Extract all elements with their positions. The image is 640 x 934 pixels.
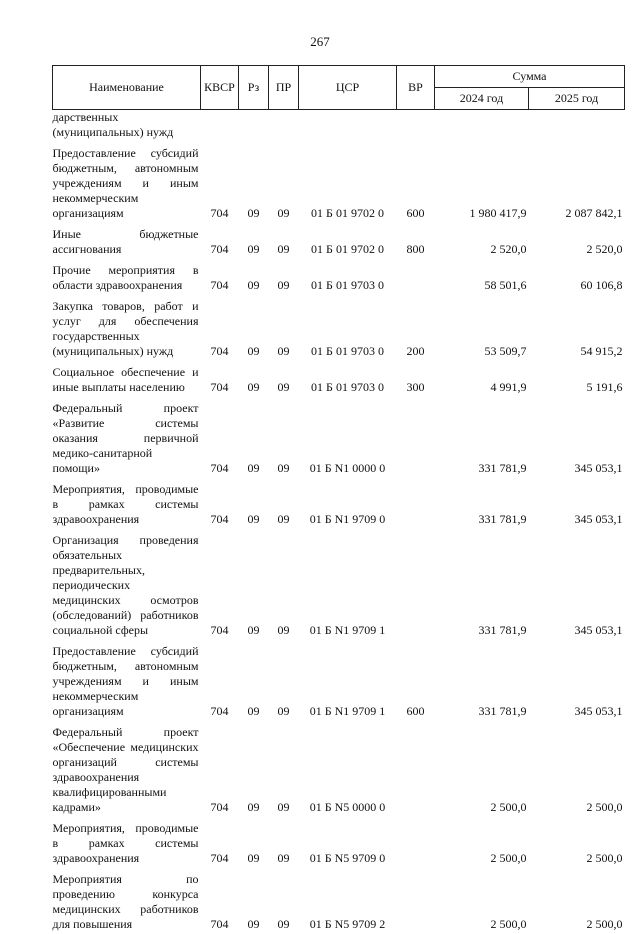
row-sum-2024	[435, 110, 529, 143]
row-vr: 300	[397, 361, 435, 397]
row-name: Прочие мероприятия в области здравоохранения	[53, 259, 201, 295]
row-rz: 09	[239, 259, 269, 295]
header-pr: ПР	[269, 66, 299, 110]
row-name: Мероприятия по проведению конкурса медицинских работников для повышения	[53, 868, 201, 934]
row-csr: 01 Б N5 9709 2	[299, 868, 397, 934]
row-sum-2024: 58 501,6	[435, 259, 529, 295]
row-sum-2024: 2 500,0	[435, 817, 529, 868]
row-csr: 01 Б 01 9703 0	[299, 361, 397, 397]
row-sum-2025: 2 500,0	[529, 868, 625, 934]
row-pr: 09	[269, 868, 299, 934]
row-sum-2024: 2 500,0	[435, 868, 529, 934]
row-pr: 09	[269, 142, 299, 223]
page-number: 267	[0, 34, 640, 50]
row-sum-2025: 345 053,1	[529, 529, 625, 640]
row-vr	[397, 529, 435, 640]
row-vr: 600	[397, 640, 435, 721]
row-csr: 01 Б N1 0000 0	[299, 397, 397, 478]
row-kvsr: 704	[201, 259, 239, 295]
header-vr: ВР	[397, 66, 435, 110]
row-pr: 09	[269, 259, 299, 295]
row-name: Мероприятия, проводимые в рамках системы здравоохранения	[53, 478, 201, 529]
row-rz: 09	[239, 142, 269, 223]
row-vr: 600	[397, 142, 435, 223]
row-sum-2024: 1 980 417,9	[435, 142, 529, 223]
header-year-2024: 2024 год	[435, 88, 529, 110]
row-name: Закупка товаров, работ и услуг для обеспечения государственных (муниципальных) нужд	[53, 295, 201, 361]
row-csr: 01 Б 01 9702 0	[299, 142, 397, 223]
table-header	[53, 66, 625, 110]
table-row	[53, 223, 625, 259]
row-sum-2025: 345 053,1	[529, 478, 625, 529]
row-kvsr: 704	[201, 361, 239, 397]
row-rz: 09	[239, 397, 269, 478]
row-kvsr: 704	[201, 721, 239, 817]
row-sum-2025: 2 520,0	[529, 223, 625, 259]
row-rz: 09	[239, 223, 269, 259]
row-rz	[239, 110, 269, 143]
row-name: Федеральный проект «Развитие системы оказания первичной медико-санитарной помощи»	[53, 397, 201, 478]
row-name: Предоставление субсидий бюджетным, автономным учреждениям и иным некоммерческим организациям	[53, 142, 201, 223]
row-kvsr: 704	[201, 478, 239, 529]
row-pr: 09	[269, 478, 299, 529]
row-vr: 800	[397, 223, 435, 259]
table-row	[53, 110, 625, 143]
row-kvsr: 704	[201, 397, 239, 478]
row-name: Организация проведения обязательных предварительных, периодических медицинских осмотров (обследований) работников социальной сферы	[53, 529, 201, 640]
row-vr	[397, 397, 435, 478]
row-csr: 01 Б N1 9709 1	[299, 640, 397, 721]
row-kvsr: 704	[201, 295, 239, 361]
row-sum-2025: 345 053,1	[529, 397, 625, 478]
row-name: Предоставление субсидий бюджетным, автономным учреждениям и иным некоммерческим организациям	[53, 640, 201, 721]
row-sum-2024: 4 991,9	[435, 361, 529, 397]
row-csr: 01 Б 01 9703 0	[299, 259, 397, 295]
row-name: Социальное обеспечение и иные выплаты населению	[53, 361, 201, 397]
row-sum-2024: 2 500,0	[435, 721, 529, 817]
table-row	[53, 640, 625, 721]
row-name: Иные бюджетные ассигнования	[53, 223, 201, 259]
row-kvsr	[201, 110, 239, 143]
header-year-2025: 2025 год	[529, 88, 625, 110]
row-name: дарственных (муниципальных) нужд	[53, 110, 201, 143]
row-pr: 09	[269, 721, 299, 817]
row-sum-2025: 2 500,0	[529, 817, 625, 868]
table-row	[53, 529, 625, 640]
budget-table	[52, 65, 625, 934]
row-pr: 09	[269, 223, 299, 259]
header-sum: Сумма	[435, 66, 625, 88]
row-pr	[269, 110, 299, 143]
row-sum-2024: 331 781,9	[435, 529, 529, 640]
row-sum-2024: 331 781,9	[435, 397, 529, 478]
table-row	[53, 142, 625, 223]
row-pr: 09	[269, 295, 299, 361]
table-row	[53, 868, 625, 934]
row-sum-2024: 2 520,0	[435, 223, 529, 259]
row-rz: 09	[239, 817, 269, 868]
row-name: Федеральный проект «Обеспечение медицинских организаций системы здравоохранения квалифицированными кадрами»	[53, 721, 201, 817]
row-rz: 09	[239, 640, 269, 721]
row-sum-2025: 60 106,8	[529, 259, 625, 295]
table-row	[53, 259, 625, 295]
row-kvsr: 704	[201, 640, 239, 721]
row-vr	[397, 817, 435, 868]
table-row	[53, 817, 625, 868]
row-rz: 09	[239, 295, 269, 361]
table-body	[53, 110, 625, 934]
row-csr: 01 Б N1 9709 1	[299, 529, 397, 640]
header-kvsr: КВСР	[201, 66, 239, 110]
table-row	[53, 478, 625, 529]
row-sum-2024: 331 781,9	[435, 478, 529, 529]
row-csr: 01 Б N5 0000 0	[299, 721, 397, 817]
row-sum-2024: 331 781,9	[435, 640, 529, 721]
row-vr	[397, 110, 435, 143]
row-csr: 01 Б N1 9709 0	[299, 478, 397, 529]
row-rz: 09	[239, 868, 269, 934]
row-csr: 01 Б 01 9703 0	[299, 295, 397, 361]
row-csr: 01 Б N5 9709 0	[299, 817, 397, 868]
row-sum-2025: 345 053,1	[529, 640, 625, 721]
table-row	[53, 721, 625, 817]
row-name: Мероприятия, проводимые в рамках системы здравоохранения	[53, 817, 201, 868]
row-pr: 09	[269, 817, 299, 868]
table-row	[53, 295, 625, 361]
row-rz: 09	[239, 721, 269, 817]
row-pr: 09	[269, 397, 299, 478]
header-csr: ЦСР	[299, 66, 397, 110]
row-csr: 01 Б 01 9702 0	[299, 223, 397, 259]
row-kvsr: 704	[201, 142, 239, 223]
row-rz: 09	[239, 361, 269, 397]
table-row	[53, 361, 625, 397]
row-vr	[397, 868, 435, 934]
row-vr	[397, 721, 435, 817]
row-kvsr: 704	[201, 868, 239, 934]
row-sum-2025: 2 087 842,1	[529, 142, 625, 223]
row-kvsr: 704	[201, 817, 239, 868]
row-vr	[397, 259, 435, 295]
row-sum-2024: 53 509,7	[435, 295, 529, 361]
row-csr	[299, 110, 397, 143]
row-pr: 09	[269, 361, 299, 397]
row-vr: 200	[397, 295, 435, 361]
row-sum-2025: 5 191,6	[529, 361, 625, 397]
row-pr: 09	[269, 529, 299, 640]
row-kvsr: 704	[201, 223, 239, 259]
row-sum-2025: 54 915,2	[529, 295, 625, 361]
row-rz: 09	[239, 478, 269, 529]
table-row	[53, 397, 625, 478]
header-rz: Рз	[239, 66, 269, 110]
row-sum-2025	[529, 110, 625, 143]
row-rz: 09	[239, 529, 269, 640]
row-kvsr: 704	[201, 529, 239, 640]
row-pr: 09	[269, 640, 299, 721]
row-vr	[397, 478, 435, 529]
row-sum-2025: 2 500,0	[529, 721, 625, 817]
header-name: Наименование	[53, 66, 201, 110]
